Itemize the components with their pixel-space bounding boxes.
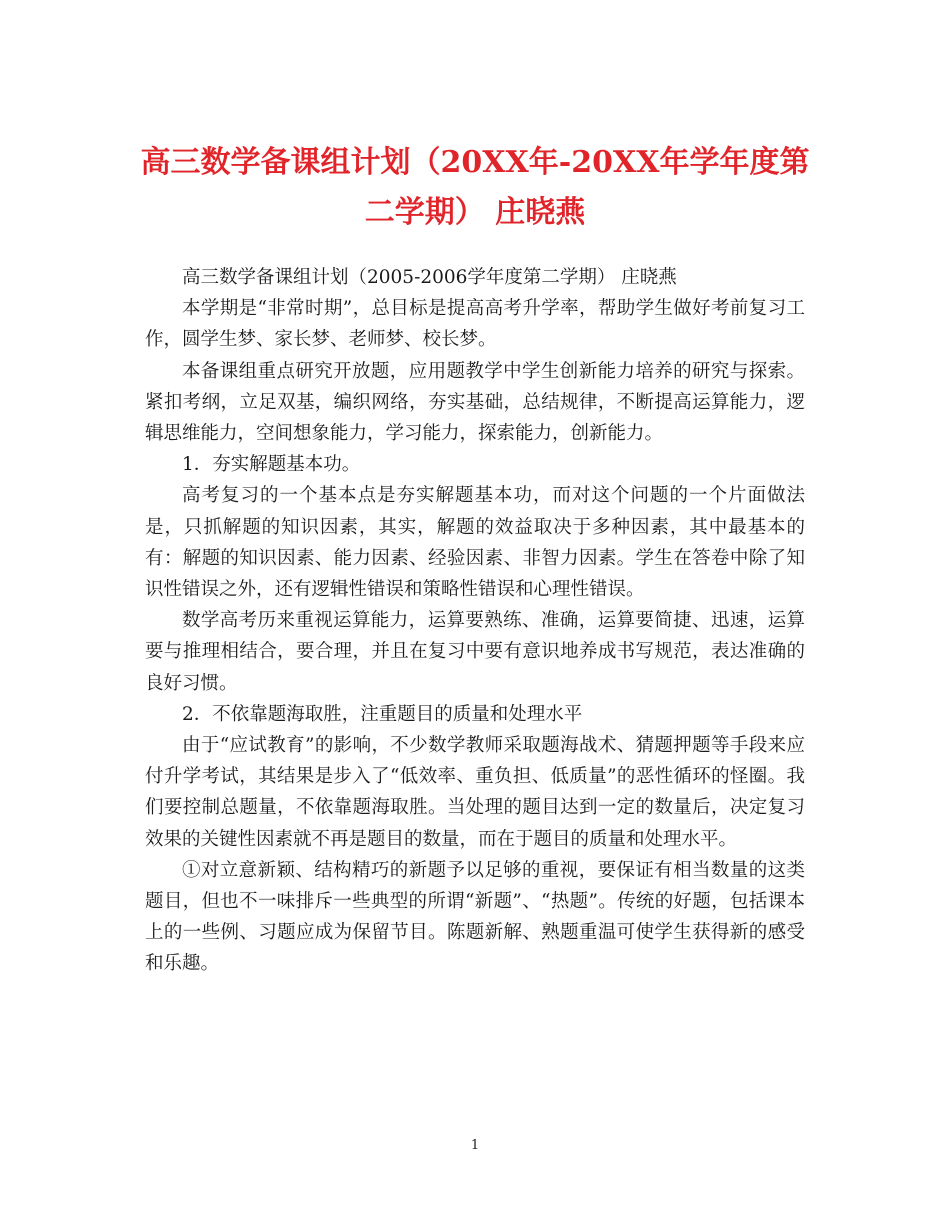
section-heading: 1．夯实解题基本功。	[182, 454, 361, 476]
section-heading: 2．不依靠题海取胜，注重题目的质量和处理水平	[182, 703, 583, 725]
paragraph: 本学期是“非常时期”，总目标是提高高考升学率，帮助学生做好考前复习工作，圆学生梦、家长梦、老师梦、校长梦。	[145, 298, 805, 351]
page-number: 1	[470, 1138, 480, 1153]
paragraph: 高考复习的一个基本点是夯实解题基本功，而对这个问题的一个片面做法是，只抓解题的知识因素，其实，解题的效益取决于多种因素，其中最基本的有：解题的知识因素、能力因素、经验因素、非智力因素。学生在答卷中除了知识性错误之外，还有逻辑性错误和策略性错误和心理性错误。	[145, 485, 805, 601]
document-title: 高三数学备课组计划（20XX年-20XX年学年度第二学期） 庄晓燕	[140, 145, 810, 230]
paragraph: 数学高考历来重视运算能力，运算要熟练、准确，运算要简捷、迅速，运算要与推理相结合，要合理，并且在复习中要有意识地养成书写规范，表达准确的良好习惯。	[145, 610, 805, 694]
paragraph: 本备课组重点研究开放题，应用题教学中学生创新能力培养的研究与探索。紧扣考纲，立足双基，编织网络，夯实基础，总结规律，不断提高运算能力，逻辑思维能力，空间想象能力，学习能力，探索能力，创新能力。	[145, 360, 805, 445]
paragraph: ①对立意新颖、结构精巧的新题予以足够的重视，要保证有相当数量的这类题目，但也不一味排斥一些典型的所谓“新题”、“热题”。传统的好题，包括课本上的一些例、习题应成为保留节目。陈题新解、熟题重温可使学生获得新的感受和乐趣。	[145, 859, 805, 975]
document-body	[145, 262, 805, 980]
paragraph-subtitle: 高三数学备课组计划（2005-2006学年度第二学期） 庄晓燕	[182, 267, 677, 288]
paragraph: 由于“应试教育”的影响，不少数学教师采取题海战术、猜题押题等手段来应付升学考试，其结果是步入了“低效率、重负担、低质量”的恶性循环的怪圈。我们要控制总题量，不依靠题海取胜。当处理的题目达到一定的数量后，决定复习效果的关键性因素就不再是题目的数量，而在于题目的质量和处理水平。	[145, 735, 805, 850]
